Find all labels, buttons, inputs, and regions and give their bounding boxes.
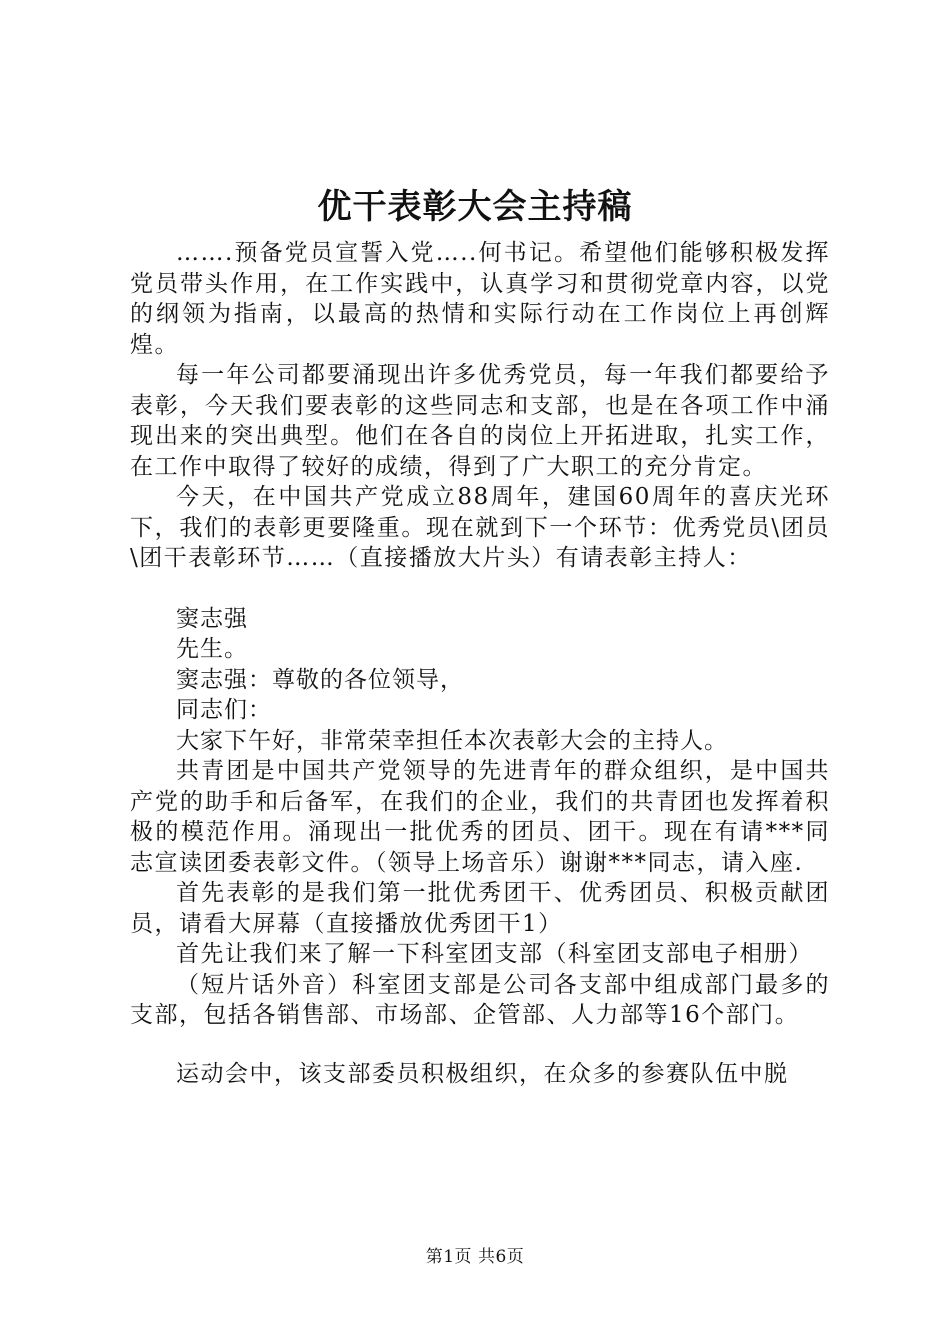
paragraph: 共青团是中国共产党领导的先进青年的群众组织，是中国共产党的助手和后备军，在我们的企业，我们的共青团也发挥着积极的模范作用。涌现出一批优秀的团员、团干。现在有请***同志宣读团委表彰文件。（领导上场音乐）谢谢***同志，请入座. xyxy=(130,758,830,876)
paragraph: 首先让我们来了解一下科室团支部（科室团支部电子相册） xyxy=(176,941,813,967)
paragraph: 每一年公司都要涌现出许多优秀党员，每一年我们都要给予表彰，今天我们要表彰的这些同志和支部，也是在各项工作中涌现出来的突出典型。他们在各自的岗位上开拓进取，扎实工作，在工作中取得了较好的成绩，得到了广大职工的充分肯定。 xyxy=(130,362,830,480)
page-footer: 第1页 共6页 xyxy=(425,1247,525,1267)
paragraph: …….预备党员宣誓入党…..何书记。希望他们能够积极发挥党员带头作用，在工作实践中，认真学习和贯彻党章内容，以党的纲领为指南，以最高的热情和实际行动在工作岗位上再创辉煌。 xyxy=(130,240,830,358)
paragraph: （短片话外音）科室团支部是公司各支部中组成部门最多的支部，包括各销售部、市场部、企管部、人力部等16个部门。 xyxy=(130,971,830,1028)
speaker-name-line: 窦志强 xyxy=(176,605,248,632)
paragraph-gap xyxy=(130,1031,830,1059)
speech-line: 大家下午好，非常荣幸担任本次表彰大会的主持人。 xyxy=(176,727,728,754)
paragraph-gap xyxy=(130,574,830,604)
paragraph: 今天，在中国共产党成立88周年，建国60周年的喜庆光环下，我们的表彰更要隆重。现在就到下一个环节：优秀党员\团员\团干表彰环节……（直接播放大片头）有请表彰主持人： xyxy=(130,484,830,571)
document-title: 优干表彰大会主持稿 xyxy=(317,187,633,227)
honorific-line: 先生。 xyxy=(176,636,248,662)
paragraph: 首先表彰的是我们第一批优秀团干、优秀团员、积极贡献团员，请看大屏幕（直接播放优秀团干1） xyxy=(130,880,830,937)
speech-line: 窦志强：尊敬的各位领导， xyxy=(176,666,464,693)
paragraph: 运动会中，该支部委员积极组织，在众多的参赛队伍中脱 xyxy=(176,1060,789,1087)
document-body xyxy=(130,238,830,1089)
speech-line: 同志们： xyxy=(176,697,272,723)
